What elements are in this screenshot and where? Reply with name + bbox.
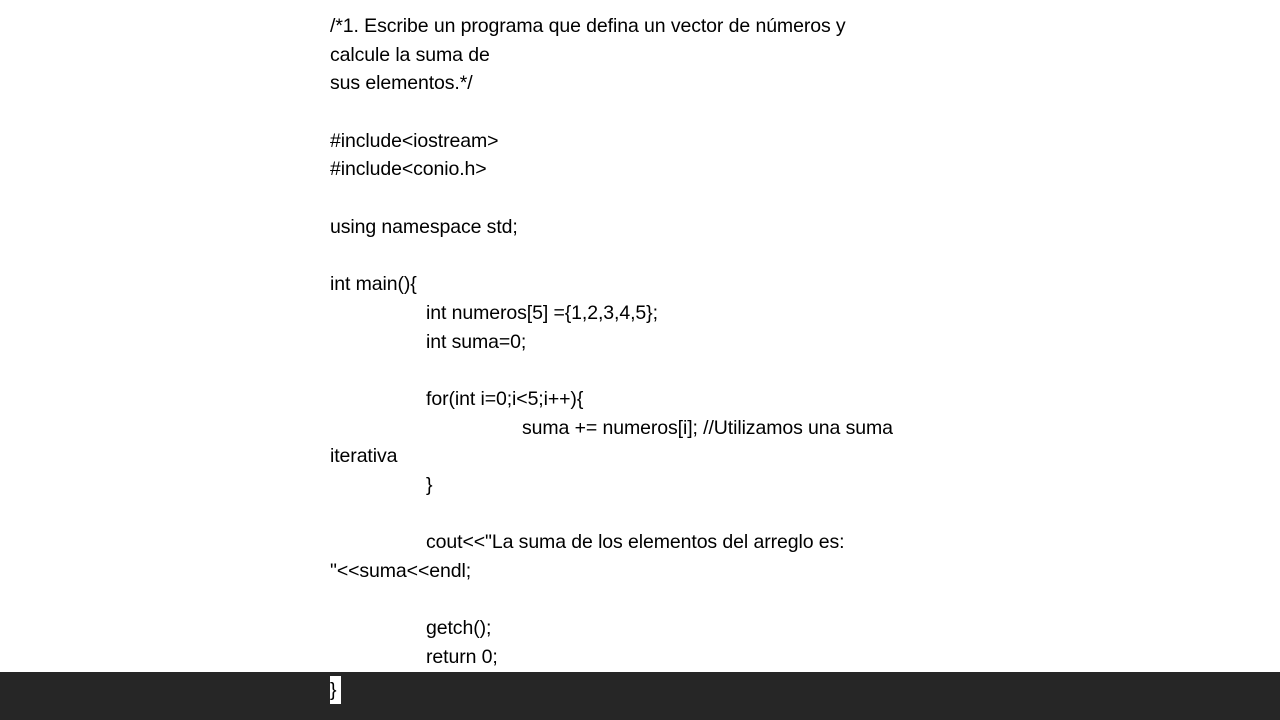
code-line: suma += numeros[i]; //Utilizamos una suma (522, 416, 893, 439)
code-line (330, 184, 970, 213)
code-line (330, 356, 970, 385)
code-line: int numeros[5] ={1,2,3,4,5}; (426, 301, 658, 324)
code-line: /*1. Escribe un programa que defina un vector de números y (330, 15, 846, 37)
code-line (330, 98, 970, 127)
code-line: calcule la suma de (330, 43, 490, 66)
code-line (330, 500, 970, 529)
code-line: } (426, 474, 433, 496)
code-line-closing-brace: } (330, 676, 341, 704)
code-line: int suma=0; (426, 330, 527, 353)
code-line: using namespace std; (330, 215, 518, 238)
code-block (330, 12, 970, 672)
code-line: sus elementos.*/ (330, 72, 473, 95)
bottom-bar (0, 672, 1280, 720)
code-line (330, 242, 970, 271)
code-line: cout<<"La suma de los elementos del arreglo es: (426, 531, 845, 554)
code-line: int main(){ (330, 273, 417, 296)
code-line: #include<conio.h> (330, 158, 487, 181)
code-line (330, 586, 970, 615)
code-line: getch(); (426, 617, 492, 640)
code-line: return 0; (426, 646, 498, 669)
code-line: #include<iostream> (330, 129, 499, 152)
code-line: "<<suma<<endl; (330, 560, 472, 583)
code-line: iterativa (330, 445, 398, 468)
code-line: for(int i=0;i<5;i++){ (426, 387, 584, 410)
